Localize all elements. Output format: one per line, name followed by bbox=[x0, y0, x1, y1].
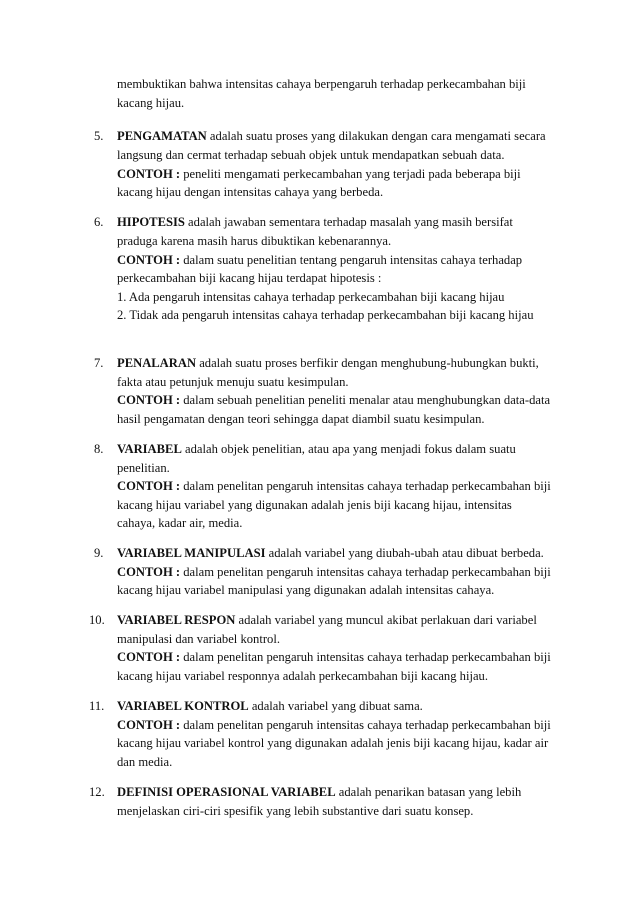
item-5-line-1: adalah suatu proses yang dilakukan dengan cara mengamati secara bbox=[206, 129, 546, 143]
item-9-line-1: adalah variabel yang diubah-ubah atau dibuat berbeda. bbox=[265, 546, 544, 560]
item-9-example bbox=[117, 563, 551, 581]
item-12-number: 12. bbox=[89, 785, 105, 799]
item-8-term: VARIABEL bbox=[117, 442, 182, 456]
intro-line-1: membuktikan bahwa intensitas cahaya berpengaruh terhadap perkecambahan biji bbox=[117, 77, 526, 91]
item-9-example-2: kacang hijau variabel manipulasi yang digunakan adalah intensitas cahaya. bbox=[117, 583, 495, 597]
item-11-example-label: CONTOH : bbox=[117, 718, 181, 732]
item-6-number: 6. bbox=[94, 215, 104, 229]
item-6-example-2: perkecambahan biji kacang hijau terdapat hipotesis : bbox=[117, 271, 382, 285]
item-8-example-2: kacang hijau variabel yang digunakan adalah jenis biji kacang hijau, intensitas bbox=[117, 498, 512, 512]
item-10-line-1: adalah variabel yang muncul akibat perlakuan dari variabel bbox=[235, 613, 537, 627]
item-12-line-1: adalah penarikan batasan yang lebih bbox=[335, 785, 522, 799]
item-11-line-1: adalah variabel yang dibuat sama. bbox=[248, 699, 423, 713]
item-9-definition bbox=[117, 544, 544, 562]
item-6-example-label: CONTOH : bbox=[117, 253, 181, 267]
item-11-example bbox=[117, 716, 551, 734]
item-9-number: 9. bbox=[94, 546, 104, 560]
item-10-example-label: CONTOH : bbox=[117, 650, 181, 664]
item-11-example-2: kacang hijau variabel kontrol yang digunakan adalah jenis biji kacang hijau, kadar air bbox=[117, 736, 549, 750]
item-9-example-label: CONTOH : bbox=[117, 565, 181, 579]
item-7-number: 7. bbox=[94, 356, 104, 370]
item-7-example-1: dalam sebuah penelitian peneliti menalar atau menghubungkan data-data bbox=[180, 393, 551, 407]
item-10-example bbox=[117, 648, 551, 666]
item-8-example bbox=[117, 477, 551, 495]
item-7-term: PENALARAN bbox=[117, 356, 197, 370]
item-11-example-3: dan media. bbox=[117, 755, 173, 769]
item-6-term: HIPOTESIS bbox=[117, 215, 185, 229]
item-6-example bbox=[117, 251, 522, 269]
item-5-example bbox=[117, 165, 521, 183]
item-8-line-1: adalah objek penelitian, atau apa yang menjadi fokus dalam suatu bbox=[181, 442, 516, 456]
item-5-example-1: peneliti mengamati perkecambahan yang terjadi pada beberapa biji bbox=[180, 167, 521, 181]
item-12-term: DEFINISI OPERASIONAL VARIABEL bbox=[117, 785, 336, 799]
item-10-number: 10. bbox=[89, 613, 105, 627]
item-8-example-label: CONTOH : bbox=[117, 479, 181, 493]
item-5-number: 5. bbox=[94, 129, 104, 143]
item-11-number: 11. bbox=[89, 699, 105, 713]
item-5-definition bbox=[117, 127, 546, 145]
item-7-example-2: hasil pengamatan dengan teori sehingga dapat diambil suatu kesimpulan. bbox=[117, 412, 485, 426]
item-8-definition bbox=[117, 440, 516, 458]
item-8-line-2: penelitian. bbox=[117, 461, 170, 475]
item-7-example bbox=[117, 391, 550, 409]
item-5-example-2: kacang hijau dengan intensitas cahaya yang berbeda. bbox=[117, 185, 384, 199]
item-6-hypothesis-2: 2. Tidak ada pengaruh intensitas cahaya terhadap perkecambahan biji kacang hijau bbox=[117, 308, 534, 322]
item-10-term: VARIABEL RESPON bbox=[117, 613, 236, 627]
item-8-example-1: dalam penelitan pengaruh intensitas cahaya terhadap perkecambahan biji bbox=[180, 479, 551, 493]
item-12-line-2: menjelaskan ciri-ciri spesifik yang lebih substantive dari suatu konsep. bbox=[117, 804, 474, 818]
item-10-example-2: kacang hijau variabel responnya adalah perkecambahan biji kacang hijau. bbox=[117, 669, 488, 683]
item-5-example-label: CONTOH : bbox=[117, 167, 181, 181]
item-6-definition bbox=[117, 213, 513, 231]
item-6-example-1: dalam suatu penelitian tentang pengaruh intensitas cahaya terhadap bbox=[180, 253, 523, 267]
intro-line-2: kacang hijau. bbox=[117, 96, 185, 110]
item-5-term: PENGAMATAN bbox=[117, 129, 207, 143]
item-6-hypothesis-1: 1. Ada pengaruh intensitas cahaya terhadap perkecambahan biji kacang hijau bbox=[117, 290, 505, 304]
item-10-definition bbox=[117, 611, 537, 629]
item-6-line-2: praduga karena masih harus dibuktikan kebenarannya. bbox=[117, 234, 392, 248]
item-7-example-label: CONTOH : bbox=[117, 393, 181, 407]
item-5-line-2: langsung dan cermat terhadap sebuah objek untuk mendapatkan sebuah data. bbox=[117, 148, 505, 162]
item-11-term: VARIABEL KONTROL bbox=[117, 699, 249, 713]
item-11-definition bbox=[117, 697, 423, 715]
item-6-line-1: adalah jawaban sementara terhadap masalah yang masih bersifat bbox=[184, 215, 513, 229]
item-8-number: 8. bbox=[94, 442, 104, 456]
item-9-term: VARIABEL MANIPULASI bbox=[117, 546, 266, 560]
item-11-example-1: dalam penelitan pengaruh intensitas cahaya terhadap perkecambahan biji bbox=[180, 718, 551, 732]
item-8-example-3: cahaya, kadar air, media. bbox=[117, 516, 243, 530]
item-7-line-1: adalah suatu proses berfikir dengan menghubung-hubungkan bukti, bbox=[196, 356, 539, 370]
item-12-definition bbox=[117, 783, 521, 801]
item-7-line-2: fakta atau petunjuk menuju suatu kesimpulan. bbox=[117, 375, 349, 389]
item-7-definition bbox=[117, 354, 539, 372]
item-10-example-1: dalam penelitan pengaruh intensitas cahaya terhadap perkecambahan biji bbox=[180, 650, 551, 664]
item-9-example-1: dalam penelitan pengaruh intensitas cahaya terhadap perkecambahan biji bbox=[180, 565, 551, 579]
item-10-line-2: manipulasi dan variabel kontrol. bbox=[117, 632, 280, 646]
